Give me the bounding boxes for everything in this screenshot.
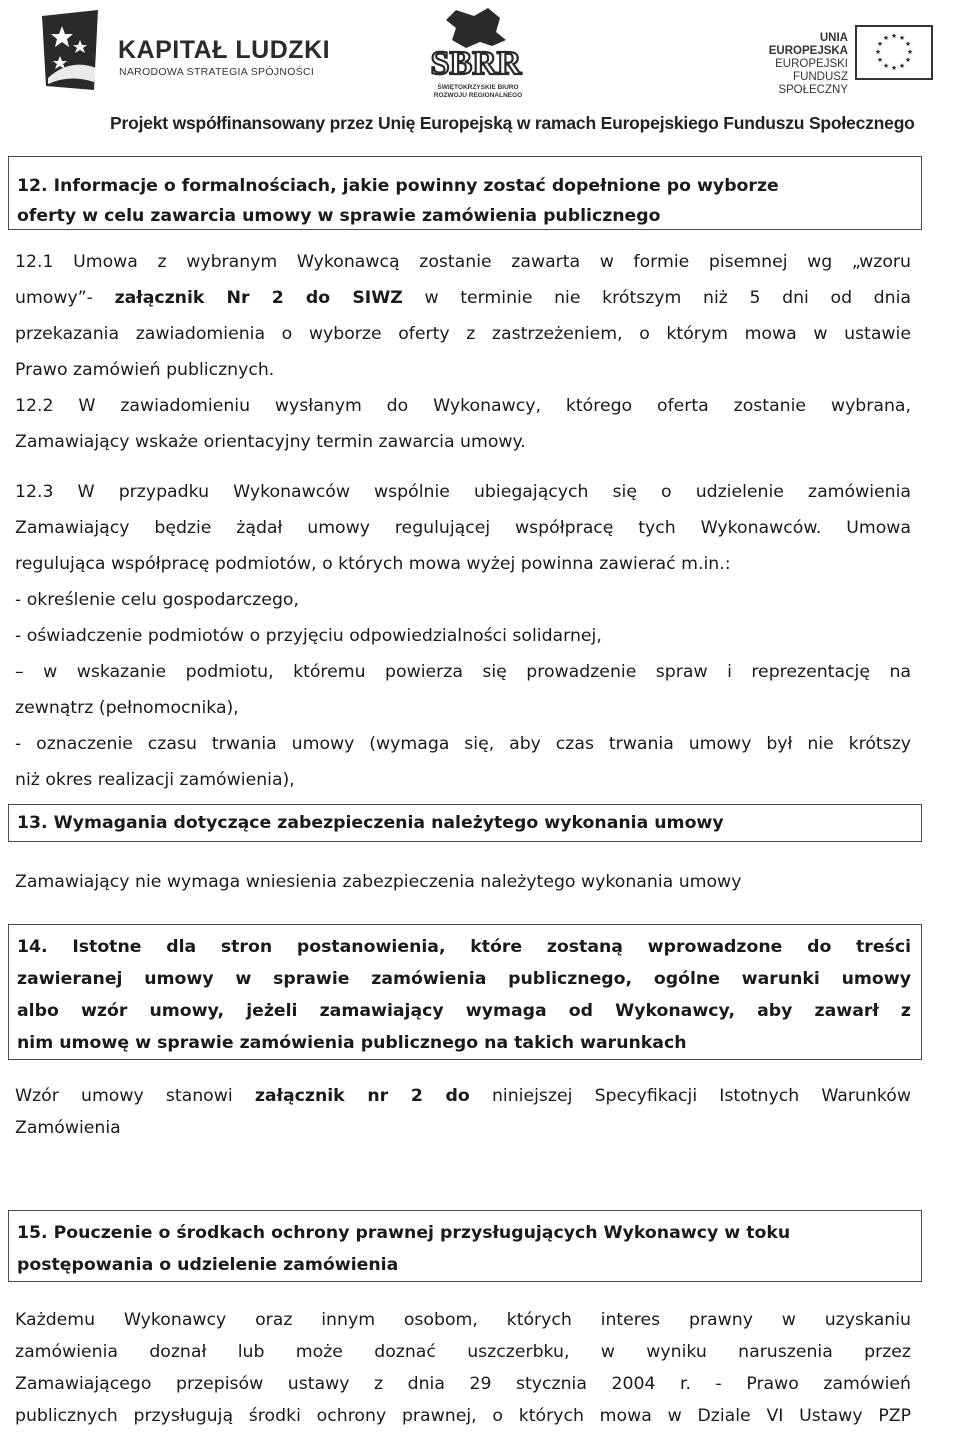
section-12-2-paragraph [15, 388, 911, 460]
svg-text:★: ★ [904, 40, 912, 48]
annex-reference: załącznik nr 2 do [254, 1086, 470, 1106]
section-15-paragraph [15, 1304, 911, 1432]
sbrr-logo-icon [426, 6, 526, 96]
text-line: przekazania zawiadomienia o wyborze oferty z zastrzeżeniem, o którym mowa w ustawie [15, 324, 911, 344]
text-line: niż okres realizacji zamówienia), [15, 770, 295, 790]
text-line: 12.2 W zawiadomieniu wysłanym do Wykonawcy, którego oferta zostanie wybrana, [15, 396, 911, 416]
eu-label [740, 32, 848, 97]
list-item: - określenie celu gospodarczego, [15, 590, 299, 610]
text-line: Zamawiającego przepisów ustawy z dnia 29 stycznia 2004 r. - Prawo zamówień [15, 1374, 911, 1394]
kapital-ludzki-title: KAPITAŁ LUDZKI [118, 36, 331, 64]
text-fragment: umowy”- [15, 288, 115, 308]
page-header [0, 0, 960, 150]
section-13-heading-text: 13. Wymagania dotyczące zabezpieczenia należytego wykonania umowy [17, 813, 724, 833]
section-14-paragraph [15, 1080, 911, 1144]
text-fragment: w terminie nie krótszym niż 5 dni od dnia [402, 288, 911, 308]
text-line: zamówienia doznał lub może doznać uszczerbku, w wyniku naruszenia przez [15, 1342, 911, 1362]
text-line [15, 280, 911, 316]
eu-flag-icon [855, 25, 933, 80]
list-item: - oświadczenie podmiotów o przyjęciu odpowiedzialności solidarnej, [15, 626, 602, 646]
svg-text:★: ★ [876, 56, 884, 64]
section-12-heading [8, 156, 922, 230]
kapital-ludzki-subtitle: NARODOWA STRATEGIA SPÓJNOŚCI [119, 66, 315, 78]
sbrr-subtitle-1: ŚWIĘTOKRZYSKIE BIURO [437, 84, 519, 91]
section-15-heading-line-1: 15. Pouczenie o środkach ochrony prawnej przysługujących Wykonawcy w toku [17, 1223, 791, 1243]
sbrr-logo-text: SBRR [430, 45, 522, 82]
svg-text:★: ★ [890, 64, 898, 72]
svg-text:★: ★ [898, 34, 906, 42]
section-12-3-paragraph [15, 474, 911, 798]
sbrr-subtitle-2: ROZWOJU REGIONALNEGO [433, 92, 523, 99]
text-line: zewnątrz (pełnomocnika), [15, 698, 239, 718]
text-fragment: Wzór umowy stanowi [15, 1086, 255, 1106]
svg-text:★: ★ [890, 32, 898, 40]
list-item: – w wskazanie podmiotu, któremu powierza się prowadzenie spraw i reprezentację na [15, 662, 911, 682]
section-14-heading-line-3: albo wzór umowy, jeżeli zamawiający wymaga od Wykonawcy, aby zawarł z [17, 1001, 911, 1021]
svg-text:★: ★ [882, 34, 890, 42]
svg-text:★: ★ [874, 48, 882, 56]
section-14-heading-line-4: nim umowę w sprawie zamówienia publicznego na takich warunkach [17, 1033, 687, 1053]
svg-text:★: ★ [906, 48, 914, 56]
text-line: Zamawiający będzie żądał umowy regulującej współpracę tych Wykonawców. Umowa [15, 518, 911, 538]
section-12-1-paragraph [15, 244, 911, 388]
project-cofinancing-line: Projekt współfinansowany przez Unię Europejską w ramach Europejskiego Funduszu Społecznego [110, 113, 915, 133]
text-line: Zamawiający wskaże orientacyjny termin zawarcia umowy. [15, 432, 526, 452]
svg-text:★: ★ [898, 62, 906, 70]
svg-text:★: ★ [882, 62, 890, 70]
section-15-heading-line-2: postępowania o udzielenie zamówienia [17, 1255, 399, 1275]
list-item: - oznaczenie czasu trwania umowy (wymaga się, aby czas trwania umowy był nie krótszy [15, 734, 911, 754]
section-13-paragraph [15, 864, 911, 900]
section-14-heading-line-1: 14. Istotne dla stron postanowienia, które zostaną wprowadzone do treści [17, 937, 911, 957]
text-line: publicznych przysługują środki ochrony prawnej, o których mowa w Dziale VI Ustawy PZP [15, 1406, 911, 1426]
eu-label-line-1: UNIA EUROPEJSKA [768, 32, 848, 57]
section-15-heading [8, 1210, 922, 1282]
text-line: 12.3 W przypadku Wykonawców wspólnie ubiegających się o udzielenie zamówienia [15, 482, 911, 502]
eu-label-line-2: EUROPEJSKI [775, 58, 848, 70]
text-line: Prawo zamówień publicznych. [15, 360, 275, 380]
kapital-ludzki-logo-icon [40, 8, 100, 92]
text-line [15, 1080, 911, 1112]
sbrr-subtitle [428, 84, 528, 100]
text-line: 12.1 Umowa z wybranym Wykonawcą zostanie zawarta w formie pisemnej wg „wzoru [15, 252, 911, 272]
section-12-heading-line-2: oferty w celu zawarcia umowy w sprawie zamówienia publicznego [17, 206, 661, 226]
text-line: Zamówienia [15, 1118, 121, 1138]
eu-label-line-3: FUNDUSZ SPOŁECZNY [778, 71, 848, 96]
svg-text:★: ★ [876, 40, 884, 48]
svg-text:★: ★ [904, 56, 912, 64]
section-14-heading-line-2: zawieranej umowy w sprawie zamówienia publicznego, ogólne warunki umowy [17, 969, 911, 989]
annex-reference: załącznik Nr 2 do SIWZ [114, 288, 403, 308]
text-line: Każdemu Wykonawcy oraz innym osobom, których interes prawny w uzyskaniu [15, 1310, 911, 1330]
text-line: regulująca współpracę podmiotów, o których mowa wyżej powinna zawierać m.in.: [15, 554, 731, 574]
section-12-heading-line-1: 12. Informacje o formalnościach, jakie powinny zostać dopełnione po wyborze [17, 176, 779, 196]
section-14-heading [8, 924, 922, 1060]
section-13-heading [8, 804, 922, 842]
text-fragment: niniejszej Specyfikacji Istotnych Warunków [469, 1086, 911, 1106]
text-line: Zamawiający nie wymaga wniesienia zabezpieczenia należytego wykonania umowy [15, 872, 742, 892]
